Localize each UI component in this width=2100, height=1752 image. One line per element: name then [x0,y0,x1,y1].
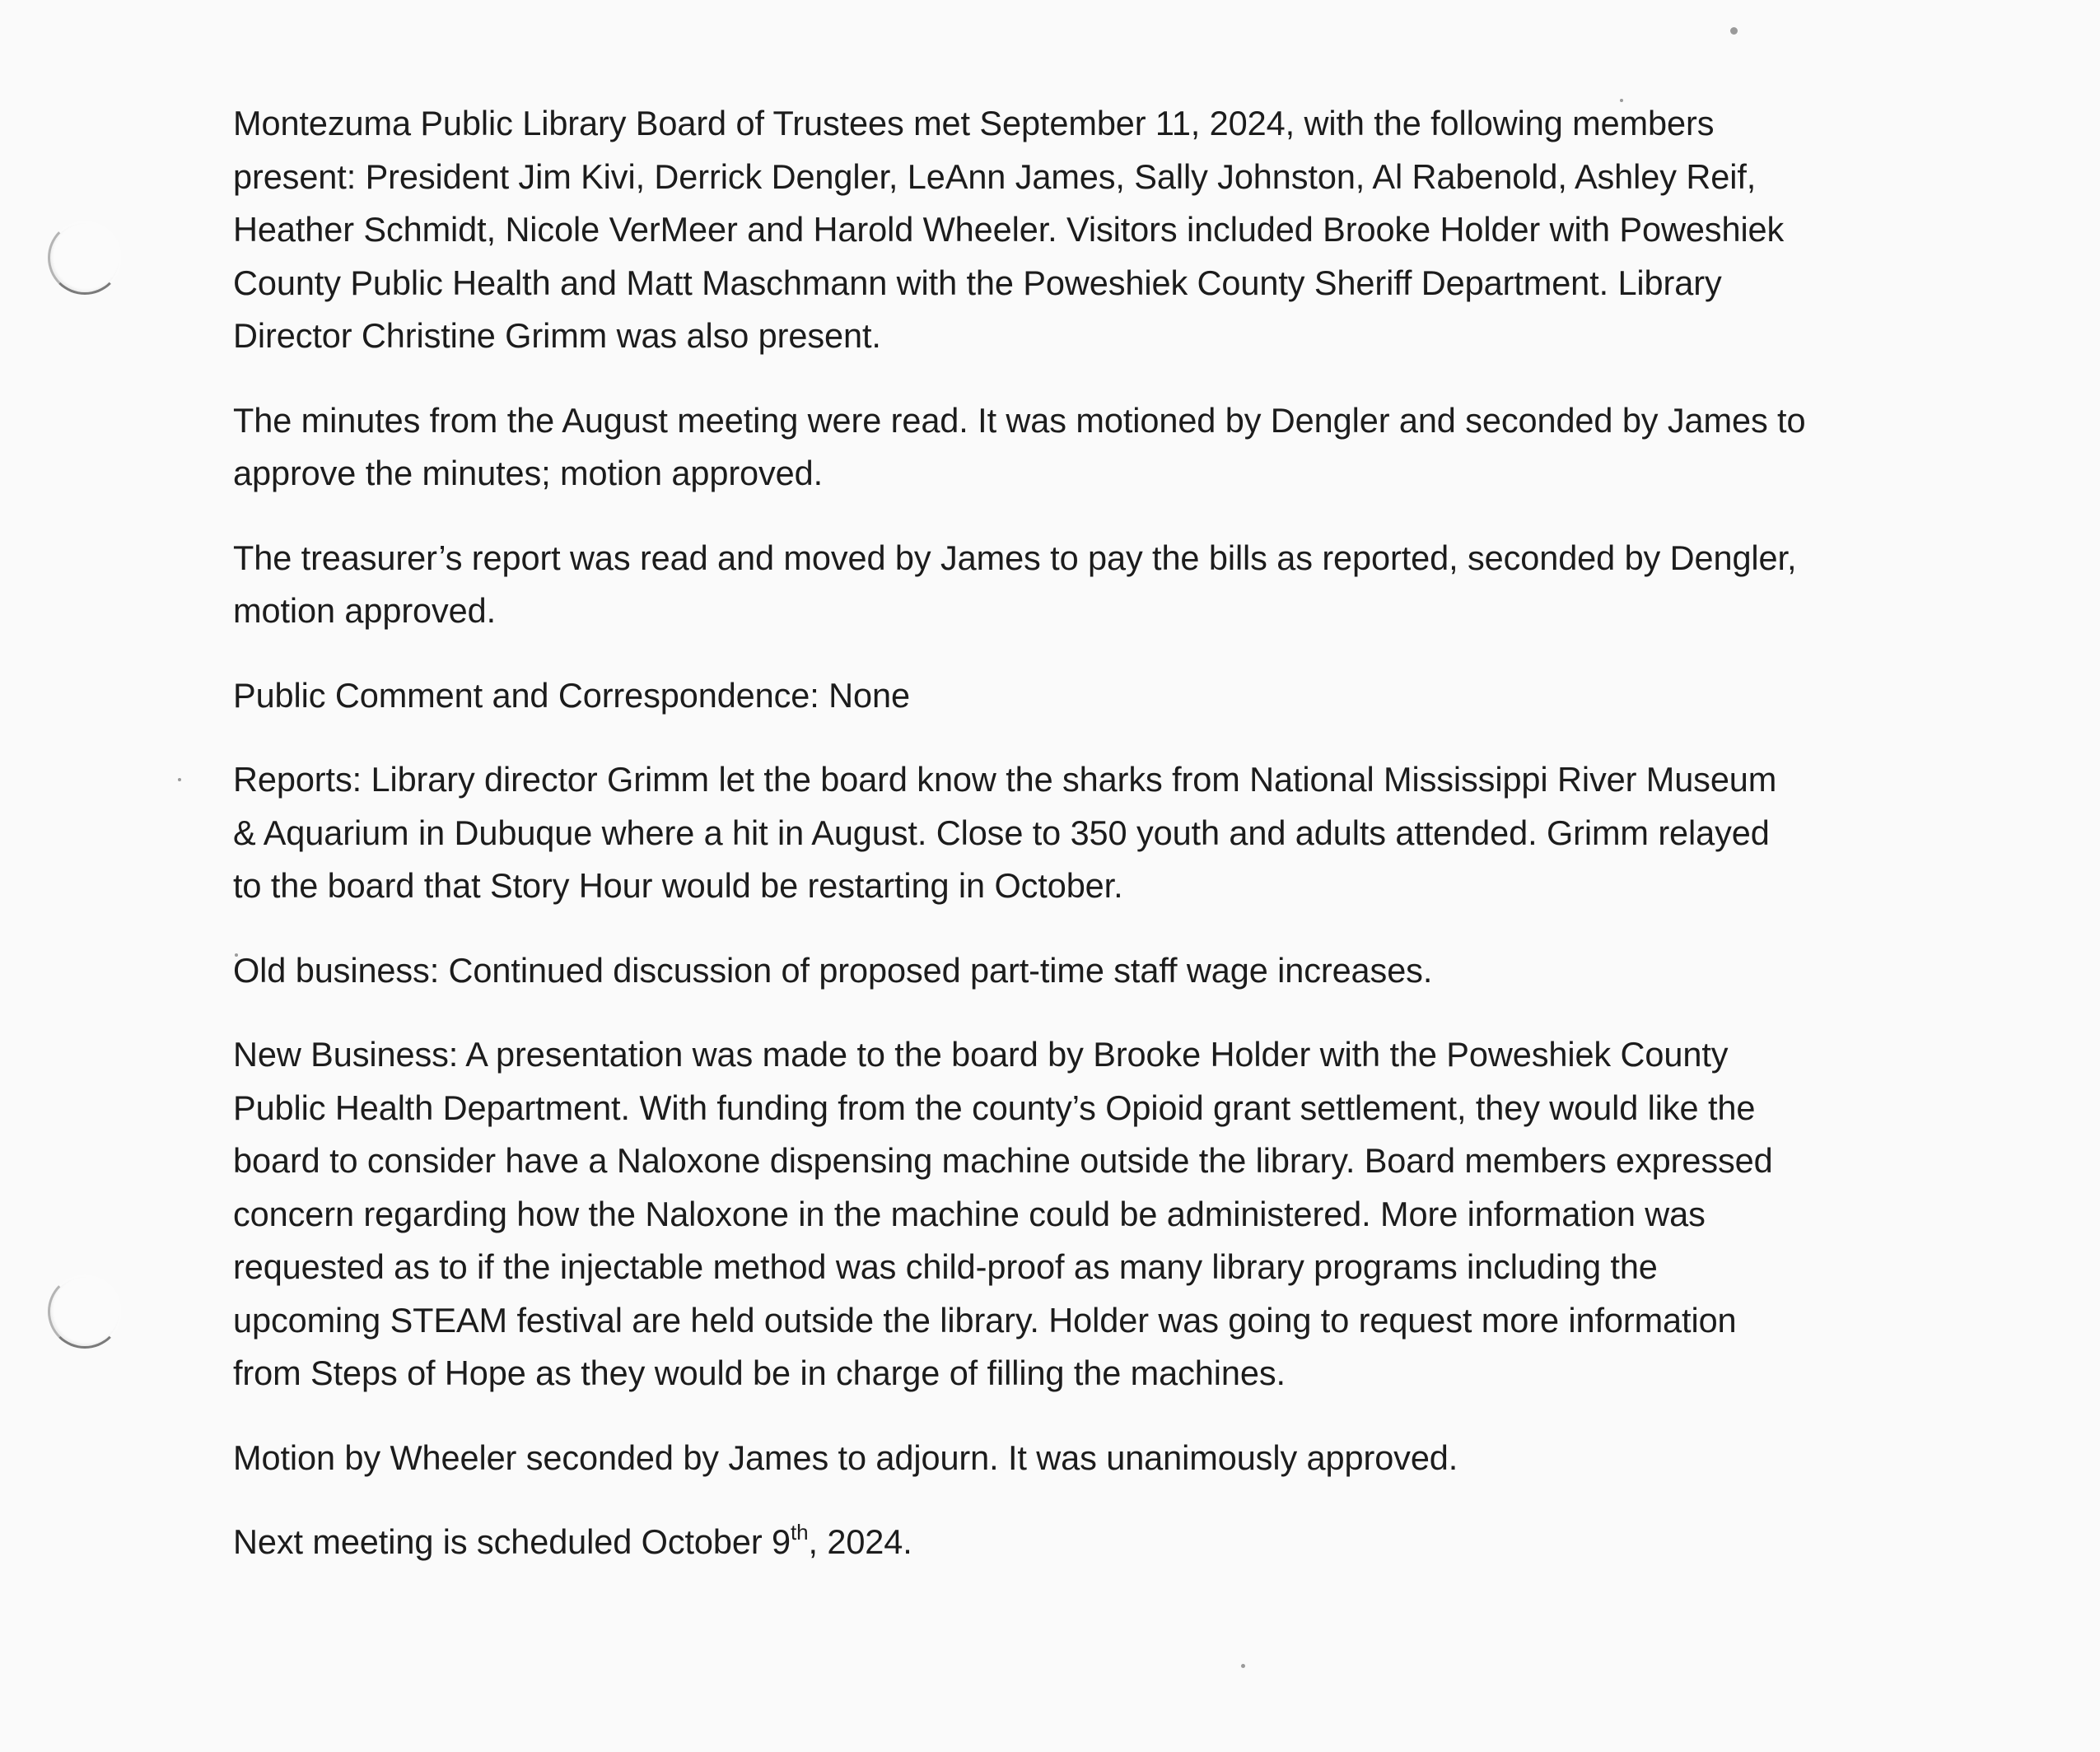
text-line: The treasurer’s report was read and moved by James to pay the bills as reported, seconded by Dengler, [233,538,1797,577]
text-line: County Public Health and Matt Maschmann with the Poweshiek County Sheriff Department. Library [233,263,1722,302]
text-line: requested as to if the injectable method was child-proof as many library programs including the [233,1247,1658,1286]
adjournment-paragraph [233,1432,1888,1485]
punch-hole-bottom [48,1274,122,1349]
text-line: from Steps of Hope as they would be in charge of filling the machines. [233,1354,1286,1392]
scan-speck [1241,1664,1245,1668]
new-business-paragraph [233,1028,1888,1400]
text-line: Director Christine Grimm was also present. [233,316,881,355]
next-meeting-paragraph [233,1516,1888,1569]
text-line: board to consider have a Naloxone dispensing machine outside the library. Board members expressed [233,1141,1773,1180]
text-line: approve the minutes; motion approved. [233,454,824,492]
next-meeting-text: Next meeting is scheduled October 9 [233,1522,791,1561]
text-line: & Aquarium in Dubuque where a hit in August. Close to 350 youth and adults attended. Grimm relayed [233,813,1770,852]
ordinal-suffix: th [791,1520,809,1545]
text-line: Public Health Department. With funding from the county’s Opioid grant settlement, they would like the [233,1088,1756,1127]
attendance-paragraph [233,97,1888,363]
text-line: Motion by Wheeler seconded by James to adjourn. It was unanimously approved. [233,1437,1458,1477]
text-line: concern regarding how the Naloxone in the machine could be administered. More information was [233,1194,1706,1233]
text-line: Montezuma Public Library Board of Trustees met September 11, 2024, with the following members [233,104,1715,142]
scan-speck [1730,27,1738,35]
public-comment-paragraph [233,669,1888,723]
text-line: Public Comment and Correspondence: None [233,675,910,715]
text-line: motion approved. [233,591,497,630]
treasurer-report-paragraph [233,532,1888,638]
text-line: to the board that Story Hour would be restarting in October. [233,866,1123,905]
text-line: Heather Schmidt, Nicole VerMeer and Harold Wheeler. Visitors included Brooke Holder with Poweshiek [233,210,1785,249]
text-line: present: President Jim Kivi, Derrick Dengler, LeAnn James, Sally Johnston, Al Rabenold, Ashley Reif, [233,156,1757,196]
next-meeting-year: , 2024. [808,1522,912,1561]
minutes-approval-paragraph [233,394,1888,501]
text-line: Old business: Continued discussion of proposed part-time staff wage increases. [233,950,1433,990]
reports-paragraph [233,753,1888,913]
text-line [233,1516,1888,1569]
text-line: The minutes from the August meeting were read. It was motioned by Dengler and seconded by James to [233,400,1806,440]
meeting-minutes [233,97,1888,1601]
text-line: Reports: Library director Grimm let the board know the sharks from National Mississippi River Museum [233,760,1777,799]
scan-speck [178,778,181,781]
text-line: upcoming STEAM festival are held outside the library. Holder was going to request more information [233,1300,1737,1340]
text-line: New Business: A presentation was made to the board by Brooke Holder with the Poweshiek County [233,1035,1729,1074]
punch-hole-top [48,221,122,295]
old-business-paragraph [233,944,1888,998]
